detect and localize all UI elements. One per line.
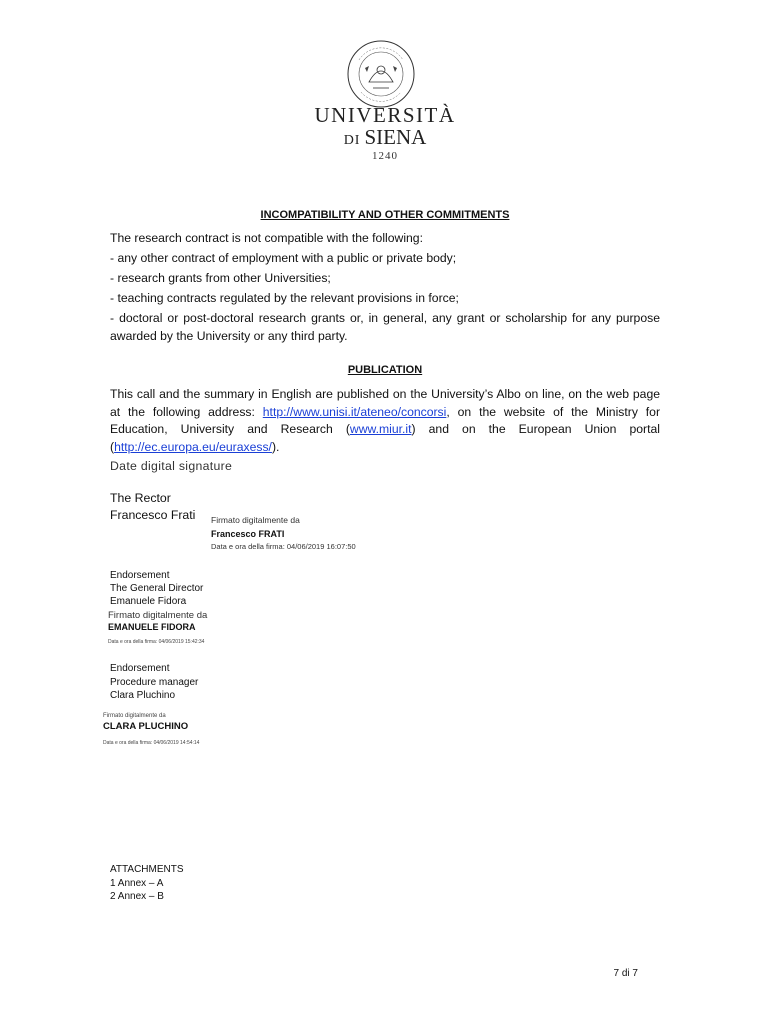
publication-text: This call and the summary in English are published on the University’s Albo on line, on the web page at the following address: [110,387,660,419]
manager-endorsement: Endorsement [110,663,170,674]
attachments-heading: ATTACHMENTS [110,864,184,875]
date-digital-signature: Date digital signature [110,459,233,473]
director-title: The General Director [110,583,204,594]
incompatibility-heading: INCOMPATIBILITY AND OTHER COMMITMENTS [260,209,510,221]
rector-name: Francesco Frati [110,508,196,522]
attachment-item: 1 Annex – A [110,878,164,889]
founded-year: 1240 [372,150,398,162]
unisi-concorsi-link[interactable]: http://www.unisi.it/ateneo/concorsi [262,404,447,419]
director-name: Emanuele Fidora [110,596,187,607]
manager-name: Clara Pluchino [110,690,176,701]
university-di: DI [343,133,361,148]
university-name: UNIVERSITÀ [314,103,456,127]
manager-sig-date: Data e ora della firma: 04/06/2019 14:54:14 [103,740,200,746]
university-seal-logo [345,38,417,110]
rector-sig-date: Data e ora della firma: 04/06/2019 16:07:50 [211,542,356,551]
incompatibility-section [110,230,660,345]
university-city [0,126,770,152]
incompatibility-line: - any other contract of employment with a public or private body; [110,251,457,265]
publication-heading: PUBLICATION [347,364,423,376]
euraxess-link[interactable]: http://ec.europa.eu/euraxess/ [114,439,272,454]
publication-paragraph [110,386,660,456]
incompatibility-line: - doctoral or post-doctoral research grants or, in general, any grant or scholarship for any purpose awarded by the University or any third party. [110,311,660,343]
director-sig-name: EMANUELE FIDORA [108,622,196,632]
manager-title: Procedure manager [110,677,199,688]
attachment-item: 2 Annex – B [110,891,164,902]
incompatibility-line: - teaching contracts regulated by the relevant provisions in force; [110,291,459,305]
director-endorsement: Endorsement [110,570,170,581]
publication-text: ) and on the European Union portal ( [110,422,660,454]
manager-sig-name: CLARA PLUCHINO [103,721,189,732]
page-number: 7 di 7 [613,968,638,979]
rector-sig-name: Francesco FRATI [211,529,285,539]
university-city-name: SIENA [364,125,427,149]
publication-text: , on the website of the Ministry for Education, University and Research ( [110,404,661,436]
director-sig-date: Data e ora della firma: 04/06/2019 15:42:34 [108,639,205,645]
director-sig-label: Firmato digitalmente da [108,610,208,621]
publication-text: ). [271,439,280,454]
rector-sig-label: Firmato digitalmente da [211,515,300,525]
miur-link[interactable]: www.miur.it [349,422,412,436]
rector-title: The Rector [110,491,171,505]
incompatibility-line: - research grants from other Universities; [110,271,331,285]
manager-sig-label: Firmato digitalmente da [103,713,166,719]
incompatibility-line: The research contract is not compatible with the following: [110,231,423,245]
